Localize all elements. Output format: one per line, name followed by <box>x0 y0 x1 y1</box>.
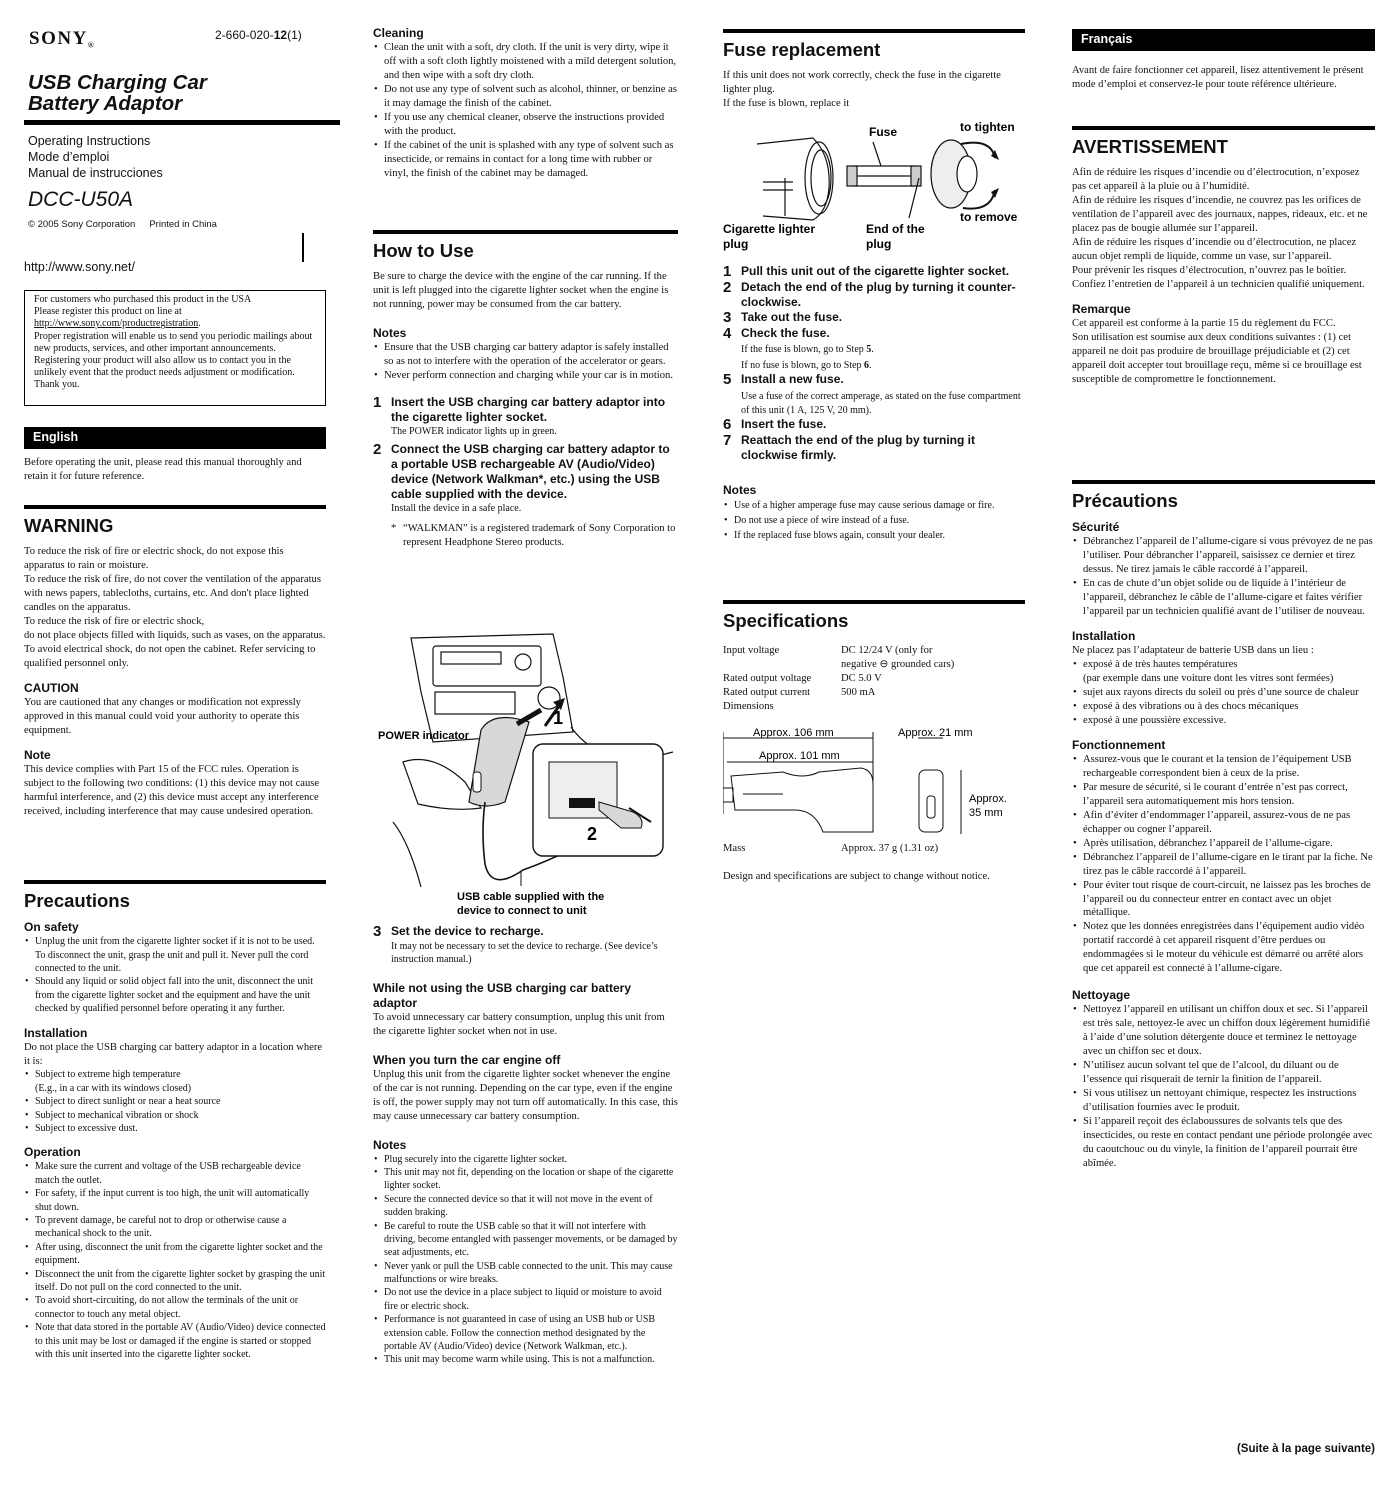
fuse-title: Fuse replacement <box>723 29 1025 61</box>
plug-lines <box>763 182 793 190</box>
fuse-steps: 1 Pull this unit out of the cigarette lighter socket. 2 Detach the end of the plug by turning it counter-clockwise. 3 Take out the fuse. 4 Check the fuse. If the fuse is blown, go to Step 5. If no fuse is blown, go to Step 6. 5 Install a new fuse. Use a fuse of the correct amperage, as stated on the fuse compartment of this unit (1 A, 125 V, 20 mm). 6 Insert the fuse. 7 Reattach the end of the plug by turning it clockwise firmly. Notes • Use of a higher amperage fuse may cause serious damage or fire. • Do not use a piece of wire instead of a fuse. • If the replaced fuse blows again, consult your dealer. <box>723 264 1025 543</box>
divider-mark <box>302 233 304 262</box>
fuse-step-2: 2 Detach the end of the plug by turning it counter-clockwise. <box>723 278 1016 309</box>
end-view-port <box>927 796 935 818</box>
how-to-use-section: How to Use Be sure to charge the device with the engine of the car running. If the unit is left plugged into the cigarette lighter socket when the engine is not running, power may be consumed from the car battery. Notes • Ensure that the USB charging car battery adaptor is safely installed so as not to interfere with the operation of the accelerator or gears. • Never perform connection and charging while your car is in motion. 1 Insert the USB charging car battery adaptor into the cigarette lighter socket. The POWER indicator lights up in green. 2 Connect the USB charging car battery adaptor to a portable USB rechargeable AV (Audio/Video) device (Network Walkman*, etc.) using the USB cable supplied with the device. Install the device in a safe place. * “WALKMAN” is a registered trademark of Sony Corporation to represent Headphone Stereo products. <box>373 230 678 550</box>
tighten-label: to tighten <box>960 120 1015 134</box>
cigarette-plug-label-2: plug <box>723 237 749 251</box>
note-title: Note <box>24 747 51 762</box>
end-of-plug-label-2: plug <box>866 237 892 251</box>
language-bar-english: English <box>24 427 326 449</box>
continued-note: (Suite à la page suivante) <box>1236 1443 1375 1455</box>
copyright: © 2005 Sony Corporation Printed in China <box>28 219 217 230</box>
remove-label: to remove <box>960 210 1018 224</box>
fuse-step-4: 4 Check the fuse. <box>723 324 830 342</box>
warning-section: WARNING To reduce the risk of fire or electric shock, do not expose this apparatus to rain or moisture. To reduce the risk of fire, do not cover the ventilation of the apparatus with news papers, tablecloths, curtains, etc. And don't place lighted candles on the apparatus. To reduce the risk of fire or electric shock, do not place objects filled with liquids, such as vases, on the apparatus. To avoid electrical shock, do not open the cabinet. Refer servicing to qualified personnel only. CAUTION You are cautioned that any changes or modification not expressly approved in this manual could void your authority to operate this equipment. Note This device complies with Part 15 of the FCC rules. Operation is subject to the following two conditions: (1) this device may not cause harmful interference, and (2) this device must accept any interference received, including interference that may cause undesired operation. <box>24 505 326 819</box>
model-number: DCC-U50A <box>28 188 134 211</box>
warning-title: WARNING <box>24 505 326 537</box>
fuse-cap-right <box>911 166 921 186</box>
end-of-plug-label-1: End of the <box>866 222 925 236</box>
dim-35-label-2: 35 mm <box>969 807 1003 819</box>
specifications-section: Specifications Input voltage DC 12/24 V (only for negative ⊖ grounded cars) Rated output voltage DC 5.0 V Rated output current 500 mA Dimensions <box>723 600 1025 714</box>
title-rule <box>24 120 340 125</box>
cable-label-line2: device to connect to unit <box>457 905 587 917</box>
dim-35-label-1: Approx. <box>969 793 1007 805</box>
cleaning-section: Cleaning • Clean the unit with a soft, dry cloth. If the unit is very dirty, wipe it off with a soft cloth lightly moistened with a mild detergent solution, and then wipe with a soft dry cloth. • Do not use any type of solvent such as alcohol, thinner, or benzine as it may damage the finish of the cabinet. • If you use any chemical cleaner, observe the instructions provided with the product. • If the cabinet of the unit is splashed with any type of solvent such as insecticide, or remains in contact for a long time with rubber or vinyl, the finish of the cabinet may be damaged. <box>373 26 678 181</box>
caution-title: CAUTION <box>24 680 79 695</box>
specifications-title: Specifications <box>723 600 1025 632</box>
adaptor-body <box>469 718 529 807</box>
seat-bottom-line <box>393 822 421 887</box>
connection-illustration <box>373 632 678 922</box>
fuse-leader <box>873 142 881 166</box>
step-1: 1 Insert the USB charging car battery adaptor into the cigarette lighter socket. <box>373 394 666 425</box>
dim-106-label: Approx. 106 mm <box>753 727 834 739</box>
figure-step-2: 2 <box>587 824 598 844</box>
product-title: USB Charging Car Battery Adaptor <box>28 71 207 115</box>
dimensions-diagram <box>723 724 1025 836</box>
fuse-cap-left <box>847 166 857 186</box>
fuse-step-7: 7 Reattach the end of the plug by turning it clockwise firmly. <box>723 431 975 463</box>
after-figure-section: 3 Set the device to recharge. It may not be necessary to set the device to recharge. (See device’s instruction manual.) While not using the USB charging car battery adaptor To avoid unnecessary car battery consumption, unplug this unit from the cigarette lighter socket when not in use. When you turn the car engine off Unplug this unit from the cigarette lighter socket whenever the engine of the car is not running. Depending on the car type, even if the engine is off, the power supply may not turn off automatically. In this case, this may cause unnecessary car battery consumption. Notes • Plug securely into the cigarette lighter socket. • This unit may not fit, depending on the location or shape of the cigarette lighter socket. • Secure the connected device so that it will not move in the event of sudden braking. • Be careful to route the USB cable so that it will not interfere with driving, become entangled with passenger movements, or be damaged by seat adjustments, etc. • Never yank or pull the USB cable connected to the unit. This may cause malfunctions or wire breaks. • Do not use the device in a place subject to liquid or moisture to avoid fire or electric shock. • Performance is not guaranteed in case of using an USB hub or USB extension cable. Follow the connection method designated by the portable AV (Audio/Video) device (Network Walkman, etc.). • This unit may become warm while using. This is not a malfunction. <box>373 924 678 1367</box>
adaptor-end-view <box>919 770 943 832</box>
sony-logo: SONY® <box>29 28 96 50</box>
doc-types: Operating Instructions Mode d’emploi Manual de instrucciones <box>28 134 163 180</box>
part-number: 2-660-020-12(1) <box>215 28 302 42</box>
fuse-step-3: 3 Take out the fuse. <box>723 308 843 326</box>
french-intro: Avant de faire fonctionner cet appareil, lisez attentivement le présent mode d’emploi et conservez-le pour toute référence ultérieure. <box>1072 65 1364 90</box>
cigarette-plug-label-1: Cigarette lighter <box>723 222 816 236</box>
sony-url[interactable]: http://www.sony.net/ <box>24 260 135 274</box>
stereo-display <box>441 652 501 664</box>
power-indicator-label: POWER indicator <box>378 730 470 742</box>
avertissement-section: AVERTISSEMENT Afin de réduire les risques d’incendie ou d’électrocution, n’exposez pas cet appareil à la pluie ou à l’humidité. Afin de réduire les risques d’incendie, ne couvrez pas les orifices de ventilation de l’appareil avec des journaux, nappes, rideaux, etc. et ne placez pas de bougie allumée sur l’appareil. Afin de réduire les risques d’incendie ou d’électrocution, ne placez aucun objet rempli de liquide, comme un vase, sur l’appareil. Pour prévenir les risques d’électrocution, n’ouvrez pas le boîtier. Confiez l’entretien de l’appareil à un technicien qualifié uniquement. Remarque Cet appareil est conforme à la partie 15 du règlement du FCC. Son utilisation est soumise aux deux conditions suivantes : (1) cet appareil ne doit pas produire de brouillage préjudiciable et (2) cet appareil doit accepter tout brouillage reçu, même si ce brouillage est susceptible de compromettre le fonctionnement. <box>1072 126 1375 387</box>
registration-box: For customers who purchased this product in the USA Please register this product on line at http://www.sony.com/productregistration. Proper registration will enable us to send you periodic mailings about new products, services, and other important announcements. Registering your product will also allow us to contact you in the unlikely event that the product needs adjustment or modification. Thank you. <box>24 290 326 406</box>
fuse-step-5: 5 Install a new fuse. <box>723 371 844 389</box>
avertissement-title: AVERTISSEMENT <box>1072 126 1375 158</box>
cable-label-line1: USB cable supplied with the <box>457 891 605 903</box>
precautions-section: Precautions On safety • Unplug the unit from the cigarette lighter socket if it is not to be used. To disconnect the unit, grasp the unit and pull it. Never pull the cord connected to the unit. • Should any liquid or solid object fall into the unit, disconnect the unit from the cigarette lighter socket and the equipment and have the unit checked by qualified personnel before operating it any further. Installation Do not place the USB charging car battery adaptor in a location where it is: • Subject to extreme high temperature (E.g., in a car with its windows closed) • Subject to direct sunlight or near a heat source • Subject to mechanical vibration or shock • Subject to excessive dust. Operation • Make sure the current and voltage of the USB rechargeable device match the outlet. • For safety, if the input current is too high, the unit will automatically shut down. • To prevent damage, be careful not to drop or otherwise cause a mechanical shock to the unit. • After using, disconnect the unit from the cigarette lighter socket and the equipment. • Disconnect the unit from the cigarette lighter socket by grasping the unit itself. Do not pull on the cord connected to the unit. • To avoid short-circuiting, do not allow the terminals of the unit or connector to touch any metal object. • Note that data stored in the portable AV (Audio/Video) device connected to this unit may be lost or damaged if the engine is started or stopped with this unit inserted into the cigarette lighter socket. <box>24 880 326 1361</box>
adaptor-side-view <box>731 768 873 832</box>
fuse-label: Fuse <box>869 125 898 139</box>
fuse-section: Fuse replacement If this unit does not work correctly, check the fuse in the cigarette lighter plug. If the fuse is blown, replace it <box>723 29 1025 111</box>
device-usb-port <box>569 798 595 808</box>
plug-thread-inner <box>811 150 831 206</box>
precautions-fr-title: Précautions <box>1072 480 1375 512</box>
language-bar-french: Français <box>1072 29 1375 51</box>
step-2: 2 Connect the USB charging car battery adaptor to a portable USB rechargeable AV (Audio/Video) device (Network Walkman*, etc.) using the USB cable supplied with the device. <box>373 440 670 502</box>
how-to-use-title: How to Use <box>373 230 678 262</box>
precautions-title: Precautions <box>24 880 326 912</box>
power-indicator-led <box>473 772 481 792</box>
mass-row: Mass Approx. 37 g (1.31 oz) Design and specifications are subject to change without notice. <box>723 843 990 882</box>
precautions-fr-section: Précautions Sécurité • Débranchez l’appareil de l’allume-cigare si vous prévoyez de ne pas l’utiliser. Pour débrancher l’appareil, saisissez ce dernier et tirez dessus. Ne tirez jamais le câble raccordé à l’appareil. • En cas de chute d’un objet solide ou de liquide à l’intérieur de l’appareil, débranchez le câble de l’allume-cigare et faites vérifier l’appareil par un technicien qualifié avant de l’utiliser de nouveau. Installation Ne placez pas l’adaptateur de batterie USB dans un lieu : • exposé à de très hautes températures (par exemple dans une voiture dont les vitres sont fermées) • sujet aux rayons directs du soleil ou près d’une source de chaleur • exposé à des vibrations ou à des chocs mécaniques • exposé à une poussière excessive. Fonctionnement • Assurez-vous que le courant et la tension de l’équipement USB rechargeable correspondent bien à ceux de la prise. • Par mesure de sécurité, si le courant d’entrée n’est pas correct, l’appareil sera automatiquement mis hors tension. • Afin d’éviter d’endommager l’appareil, assurez-vous de ne pas échapper ou cogner l’appareil. • Après utilisation, débranchez l’appareil de l’allume-cigare. • Débranchez l’appareil de l’allume-cigare en le tirant par la fiche. Ne tirez pas le câble raccordé à l’appareil. • Pour éviter tout risque de court-circuit, ne laissez pas les broches de l’appareil ou du connecteur entrer en contact avec un objet métallique. • Notez que les données enregistrées dans l’équipement audio vidéo portatif raccordé à cet appareil risquent d’être perdues ou endommagées si le moteur du véhicule est démarré ou arrêté alors que cet appareil est connecté à l’allume-cigare. Nettoyage • Nettoyez l’appareil en utilisant un chiffon doux et sec. Si l’appareil est très sale, nettoyez-le avec un chiffon doux légèrement humidifié à l’aide d’une solution détergente douce et terminez le nettoyage avec un chiffon sec et doux. • N’utilisez aucun solvant tel que de l’alcool, du diluant ou de l’essence qui risquerait de ternir la finition de l’appareil. • Si vous utilisez un nettoyant chimique, respectez les instructions d’utilisation fournies avec le produit. • Si l’appareil reçoit des éclaboussures de solvants tels que des insecticides, ou reste en contact pendant une période prolongée avec du caoutchouc ou du vinyle, la finition de l’appareil pourrait être abîmée. <box>1072 480 1375 1171</box>
stereo-knob <box>515 654 531 670</box>
dim-21-label: Approx. 21 mm <box>898 727 973 739</box>
fuse-step-6: 6 Insert the fuse. <box>723 416 827 434</box>
walkman-footnote: * “WALKMAN” is a registered trademark of Sony Corporation to represent Headphone Stereo products. <box>391 522 676 548</box>
dashboard-slot <box>435 692 515 714</box>
fuse-step-1: 1 Pull this unit out of the cigarette lighter socket. <box>723 263 1010 280</box>
figure-step-1: 1 <box>553 708 564 728</box>
registration-link[interactable]: http://www.sony.com/productregistration <box>34 318 199 330</box>
dim-101-label: Approx. 101 mm <box>759 750 840 762</box>
adaptor-tip-side <box>723 788 733 802</box>
fuse-illustration <box>723 116 1025 256</box>
english-intro: Before operating the unit, please read this manual thoroughly and retain it for future reference. <box>24 457 302 482</box>
plug-end-tip <box>957 156 977 192</box>
step-3: 3 Set the device to recharge. <box>373 923 544 940</box>
